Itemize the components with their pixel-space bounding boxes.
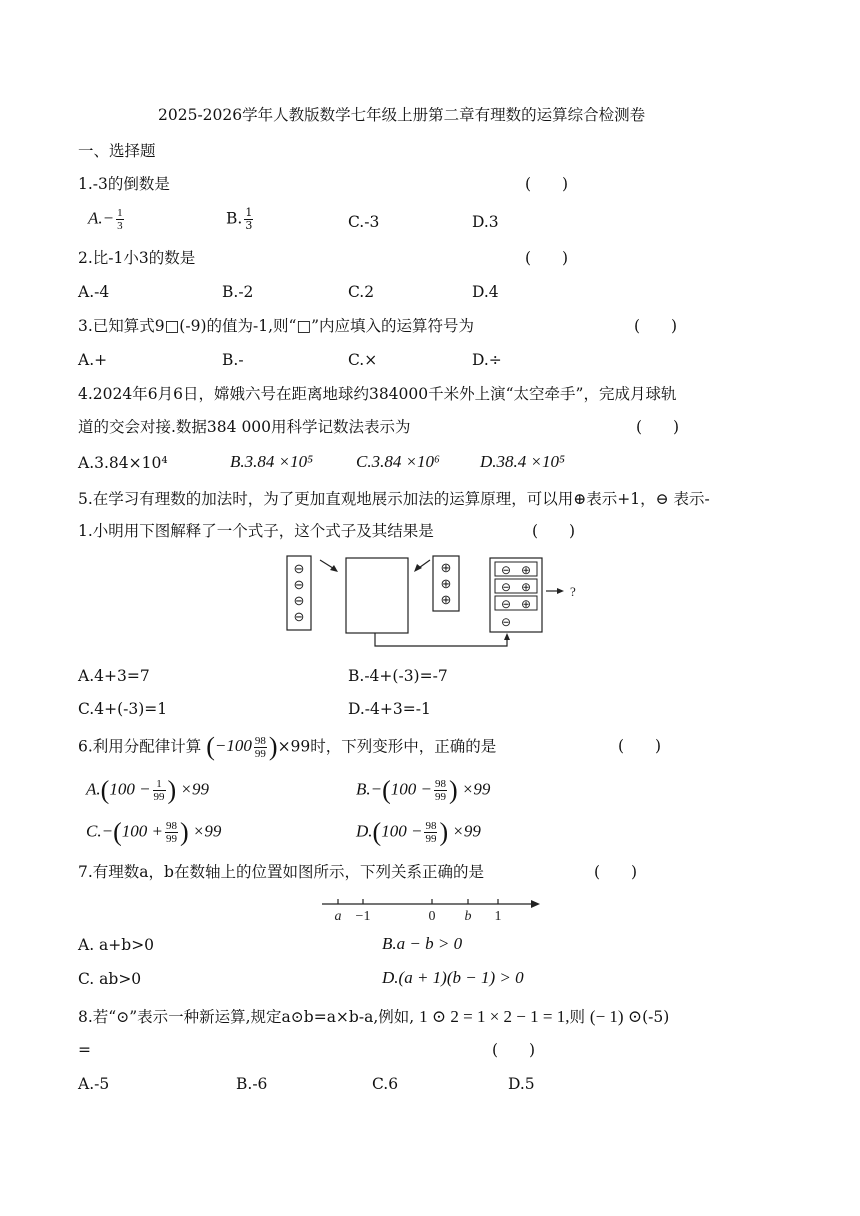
q2-option-a: A.-4 (78, 283, 110, 301)
q6-stem: 6.利用分配律计算 (−100 $\frac{98}{99}$ )×99时，下列变形中，正确的是 (78, 732, 497, 762)
minus-token: ⊖ (293, 561, 305, 576)
section-heading: 一、选择题 (78, 142, 156, 160)
q4-option-d: D.38.4 ×10⁵ (480, 452, 565, 471)
minus-token: ⊖ (500, 597, 512, 611)
q4-blank: ( ) (636, 418, 680, 436)
result-mark: ? (570, 584, 576, 599)
q3-blank: ( ) (634, 317, 678, 335)
q8-option-d: D.5 (508, 1075, 535, 1093)
q2-stem: 2.比-1小3的数是 (78, 249, 196, 267)
page-title: 2025-2026学年人教版数学七年级上册第二章有理数的运算综合检测卷 (158, 106, 646, 124)
q3-option-d: D.÷ (472, 351, 502, 369)
q2-option-d: D.4 (472, 283, 499, 301)
q5-stem-line1: 5.在学习有理数的加法时，为了更加直观地展示加法的运算原理，可以用⊕表示+1，⊖ 表示- (78, 490, 710, 508)
q8-option-c: C.6 (372, 1075, 399, 1093)
q5-stem-line2: 1.小明用下图解释了一个式子，这个式子及其结果是 (78, 522, 434, 540)
q1-option-d: D.3 (472, 213, 499, 231)
q4-option-b: B.3.84 ×10⁵ (230, 452, 314, 471)
combine-box (346, 558, 408, 633)
minus-token: ⊖ (500, 615, 512, 629)
q5-option-b: B.-4+(-3)=-7 (348, 667, 448, 685)
axis-label-0: 0 (428, 909, 436, 924)
q4-stem-line2: 道的交会对接.数据384 000用科学记数法表示为 (78, 418, 411, 436)
minus-token: ⊖ (293, 577, 305, 592)
axis-label-neg1: −1 (355, 909, 371, 924)
q2-option-b: B.-2 (222, 283, 254, 301)
q6-option-c: C.−(100 + $\frac{98}{99}$ ) ×99 (86, 817, 222, 847)
minus-token: ⊖ (293, 609, 305, 624)
plus-token: ⊕ (440, 576, 452, 591)
axis-label-a: a (334, 909, 342, 924)
q6-option-a: A.(100 − $\frac{1}{99}$ ) ×99 (86, 775, 209, 805)
q8-equals: = (78, 1041, 91, 1059)
q1-option-a: A.− $\frac{1}{3}$ (88, 207, 123, 232)
q8-blank: ( ) (492, 1041, 536, 1059)
plus-token: ⊕ (520, 580, 532, 594)
q2-option-c: C.2 (348, 283, 375, 301)
q6-blank: ( ) (618, 737, 662, 755)
q1-stem: 1.-3的倒数是 (78, 175, 170, 193)
q1-blank: ( ) (525, 175, 569, 193)
plus-token: ⊕ (440, 592, 452, 607)
q5-diagram (280, 548, 600, 658)
q5-option-d: D.-4+3=-1 (348, 700, 431, 718)
q7-option-b: B.a − b > 0 (382, 934, 463, 953)
minus-token: ⊖ (293, 593, 305, 608)
q7-number-line (318, 890, 548, 926)
q4-option-a: A.3.84×10⁴ (78, 454, 168, 472)
q8-stem: 8.若“⊙”表示一种新运算,规定a⊙b=a×b-a,例如, 1 ⊙ 2 = 1 × 2 − 1 = 1,则 (− 1) ⊙(-5) (78, 1007, 670, 1026)
q6-option-b: B.−(100 − $\frac{98}{99}$ ) ×99 (356, 775, 491, 805)
q7-stem: 7.有理数a，b在数轴上的位置如图所示，下列关系正确的是 (78, 863, 484, 881)
q3-stem: 3.已知算式9□(-9)的值为-1,则“□”内应填入的运算符号为 (78, 317, 475, 335)
q1-option-c: C.-3 (348, 213, 380, 231)
axis-label-b: b (464, 909, 472, 924)
result-box (490, 558, 542, 632)
q7-option-c: C. ab>0 (78, 970, 142, 988)
q8-option-b: B.-6 (236, 1075, 268, 1093)
q8-option-a: A.-5 (78, 1075, 110, 1093)
q5-option-c: C.4+(-3)=1 (78, 700, 168, 718)
q5-option-a: A.4+3=7 (78, 667, 150, 685)
q7-option-a: A. a+b>0 (78, 936, 155, 954)
q7-blank: ( ) (594, 863, 638, 881)
minus-token: ⊖ (500, 563, 512, 577)
plus-token: ⊕ (520, 563, 532, 577)
plus-token: ⊕ (520, 597, 532, 611)
q5-blank: ( ) (532, 522, 576, 540)
plus-token: ⊕ (440, 560, 452, 575)
q7-option-d: D.(a + 1)(b − 1) > 0 (382, 968, 524, 987)
q2-blank: ( ) (525, 249, 569, 267)
minus-token: ⊖ (500, 580, 512, 594)
q3-option-a: A.+ (78, 351, 108, 369)
q3-option-b: B.- (222, 351, 244, 369)
q6-option-d: D.(100 − $\frac{98}{99}$ ) ×99 (356, 817, 481, 847)
q3-option-c: C.× (348, 351, 378, 369)
q4-stem-line1: 4.2024年6月6日，嫦娥六号在距离地球约384000千米外上演“太空牵手”，完成月球轨 (78, 385, 677, 403)
q1-option-b: B. $\frac{1}{3}$ (226, 206, 253, 232)
q4-option-c: C.3.84 ×10⁶ (356, 452, 440, 471)
axis-label-1: 1 (494, 909, 502, 924)
